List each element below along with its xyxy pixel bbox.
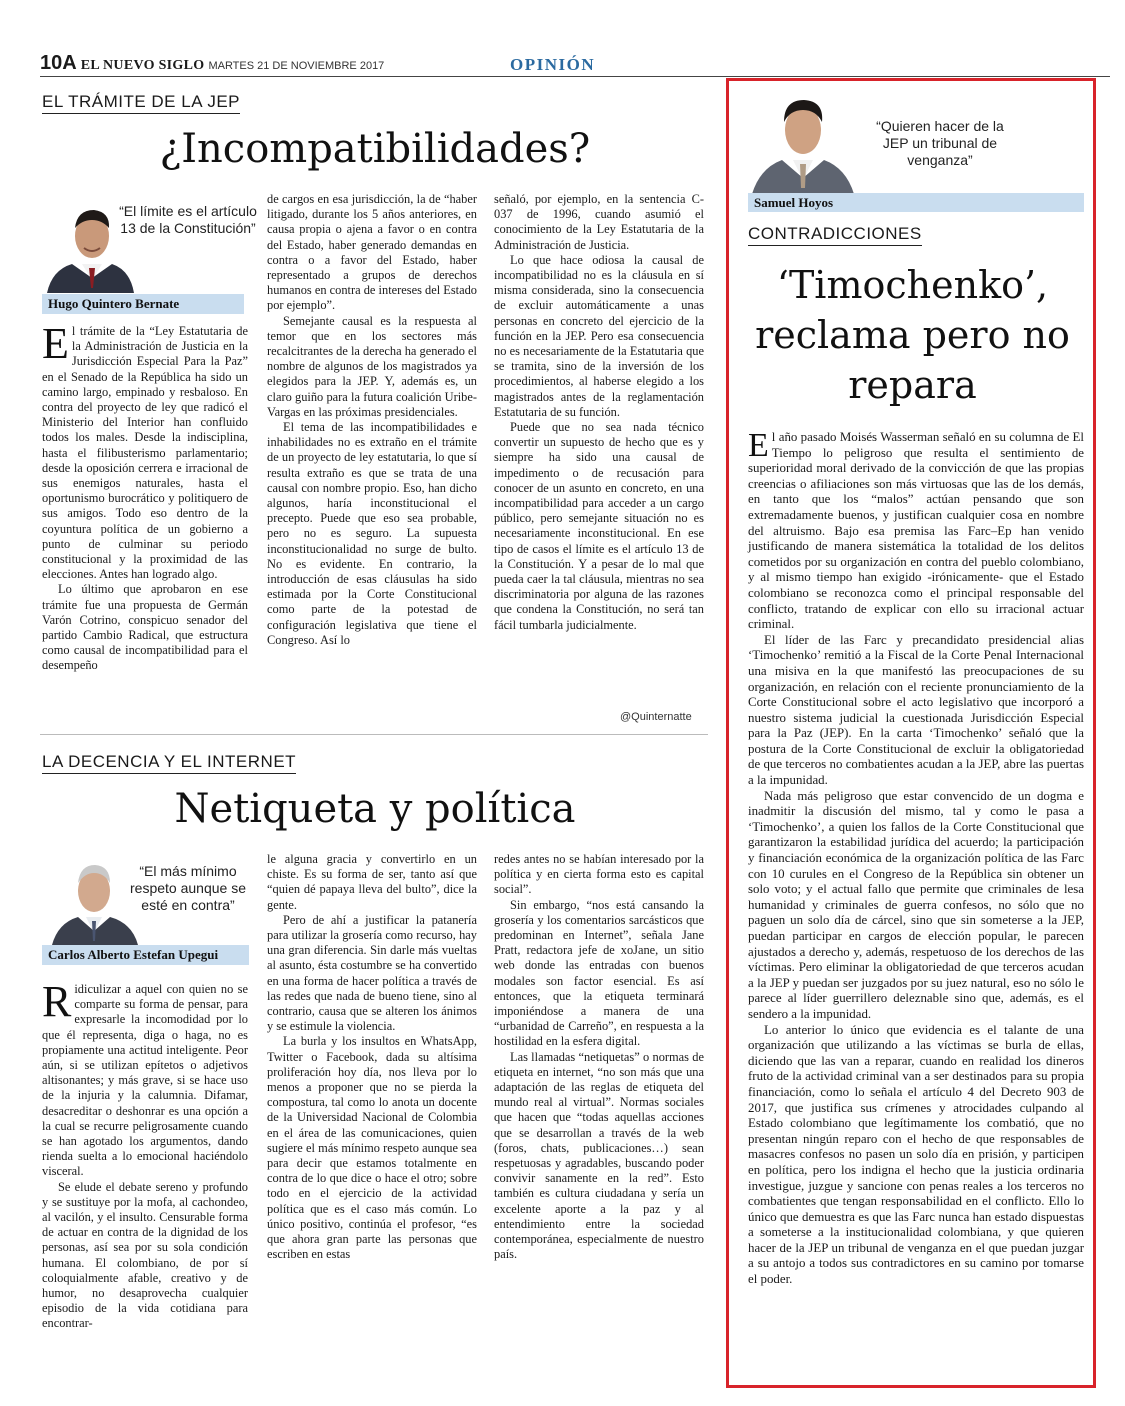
- article3-headline: [740, 260, 1085, 410]
- article2-author: Carlos Alberto Estefan Upegui: [42, 945, 249, 965]
- paragraph: idiculizar a aquel con quien no se comparte su forma de pensar, para expresarle la incomodidad por lo que él representa, diga o haga, no es propiamente una actitud inteligente. Peor aún, si se utilizan epítetos o adjetivos altisonantes; y más grave, si se hace uso de la injuria y la calumnia. Difamar, desacreditar o deshonrar es una opción a la cual se recurre peligrosamente cuando se han agotado los argumentos, dando rienda suelta a lo emocional haciéndolo visceral.: [42, 982, 248, 1179]
- article2-column-1: [42, 977, 248, 1332]
- newspaper-name: EL NUEVO SIGLO: [80, 58, 205, 73]
- article2-column-2: [267, 852, 477, 1262]
- page-number: 10A: [40, 52, 77, 74]
- article2-kicker: LA DECENCIA Y EL INTERNET: [42, 752, 296, 774]
- paragraph: Se elude el debate sereno y profundo y se sustituye por la mofa, al cachondeo, al vacilón, y el insulto. Censurable forma de actuar en contra de la dignidad de los personas, así sea por su sola condición humana. El colombiano, de por sí coloquialmente afable, creativo y de humor, no desaprovecha cualquier episodio de la vida cotidiana para encontrar-: [42, 1179, 248, 1331]
- article3-kicker: CONTRADICCIONES: [748, 224, 922, 246]
- article1-kicker: EL TRÁMITE DE LA JEP: [42, 92, 240, 114]
- page-info: [40, 52, 384, 75]
- headline-line: reclama pero no: [755, 313, 1070, 357]
- drop-cap: R: [42, 977, 72, 1026]
- article2-quote: “El más mínimo respeto aunque se esté en contra”: [130, 863, 246, 913]
- portrait-icon: [748, 88, 858, 194]
- paragraph: El tema de las incompatibilidades e inhabilidades no es extraño en el trámite de un proyecto de ley estatutaria, lo que sí resulta extraño es que se trata de una causal con nombre propio. Eso, han dicho algunos, haría inconstitucional el precepto. Puede que eso sea probable, pero no es seguro. La supuesta inconstitucionalidad no surge de bulto. No es evidente. En contrario, la introducción de esas cláusulas ha sido estimada por la Corte Constitucional como parte de la potestad de configuración legislativa que tiene el Congreso. Así lo: [267, 420, 477, 647]
- article1-column-3: [494, 192, 704, 633]
- article2-column-3: [494, 852, 704, 1262]
- paragraph: Puede que no sea nada técnico convertir un supuesto de hecho que es y siempre ha sido una causal de impedimento o de recusación para conocer de un asunto en concreto, en una incompatibilidad para acceder a un cargo público, pero semejante situación no es necesariamente inconstitucional. En ese tipo de casos el límite es el artículo 13 de la Constitución. Y a pesar de lo mal que pueda caer la tal cláusula, mientras no sea discriminatoria por alguna de las razones que condena la Constitución, no será tan fácil tumbarla judicialmente.: [494, 420, 704, 632]
- paragraph: señaló, por ejemplo, en la sentencia C-037 de 1996, cuando asumió el conocimiento de la Ley Estatutaria de la Administración de Justicia.: [494, 192, 704, 252]
- paragraph: Nada más peligroso que estar convencido de un dogma e inadmitir la discusión del mismo, tal y como le pasa a ‘Timochenko’, a quien los fallos de la Corte Constitucional que garantizaron la estabilidad jurídica del acuerdo; la participación y financiación económica de la organización política de las Farc con 10 curules en el Congreso de la República sin obtener un solo voto; y el actual fallo que permite que criminales de lesa humanidad y criminales de guerra confesos, no sólo que no paguen un solo día de cárcel, sino que sin someterse a la JEP, puedan participar en cargos de elección popular, le parecen ajustados a derecho y, además, respetuoso de los derechos de las víctimas. Pero eliminar la obligatoriedad de que terceros acudan a la JEP y puedan ser juzgados por su juez natural, eso no sólo le parece al líder guerrillero deleznable sino que, además, es el sendero a la impunidad.: [748, 788, 1084, 1021]
- paragraph: l trámite de la “Ley Estatutaria de la Administración de Justicia en la Jurisdicción Especial Para la Paz” en el Senado de la República ha sido un camino largo, empinado y resbaloso. En contra del proyecto de ley que radicó el Ministerio del Interior han confluido todos los males. Desde la indisciplina, hasta el filibusterismo parlamentario; desde la oposición cerrera e irracional de sus enemigos naturales, hasta el oportunismo burocrático y politiquero de sus amigos. Todo eso dentro de la coyuntura política de un gobierno a punto de culminar su periodo constitucional y la proximidad de las elecciones. Antes han logrado algo.: [42, 324, 248, 582]
- author-handle: @Quinternatte: [620, 711, 692, 723]
- article1-headline: ¿Incompatibilidades?: [159, 126, 591, 172]
- paragraph: le alguna gracia y convertirlo en un chiste. Es su forma de ser, tanto así que “quien dé papaya lleva del bulto”, dice la gente.: [267, 852, 477, 912]
- paragraph: de cargos en esa jurisdicción, la de “haber litigado, durante los 5 años anteriores, en causa propia o ajena a favor o en contra del Estado, haber generado demandas en contra o a favor del Estado, haber representado a grupos de derechos humanos en contra de intereses del Estado por ejemplo”.: [267, 192, 477, 313]
- paragraph: Semejante causal es la respuesta al temor que en los sectores más recalcitrantes de la derecha ha generado el nombre de algunos de los magistrados ya elegidos para la JEP. Y, además es, un claro guiño para la futura coalición Uribe-Vargas en las próximas presidenciales.: [267, 313, 477, 419]
- paragraph: Sin embargo, “nos está cansando la grosería y los comentarios sarcásticos que predominan en Internet”, señala Jane Pratt, redactora jefe de xoJane, un sitio web donde las entradas con buenos modales son factor esencial. Es así entonces, que la etiqueta terminará imponiéndose a manera de una “urbanidad de Carreño”, en respuesta a la hostilidad en la esfera digital.: [494, 897, 704, 1049]
- article3-quote: “Quieren hacer de la JEP un tribunal de venganza”: [876, 118, 1004, 168]
- headline-line: ‘Timochenko’,: [776, 263, 1049, 307]
- article1-author: Hugo Quintero Bernate: [42, 294, 244, 314]
- section-divider: [40, 734, 708, 735]
- article1-column-2: [267, 192, 477, 648]
- drop-cap: E: [748, 427, 769, 464]
- article1-quote: “El límite es el artículo 13 de la Constitución”: [119, 203, 257, 236]
- article2-headline: Netiqueta y política: [174, 786, 576, 832]
- paragraph: La burla y los insultos en WhatsApp, Twitter o Facebook, dada su altísima proliferación hoy día, nos lleva por lo menos a proponer que no se pierda la compostura, tal como lo anota un docente de la Universidad Nacional de Colombia en el área de las comunicaciones, quien sugiere el más mínimo respeto aunque sea para decir que estamos totalmente en contra de lo que dice o hace el otro; sobre todo en el ejercicio de la actividad política que es el caso más común. Lo único positivo, continúa el profesor, “es que ahora gran parte las personas que escriben en estas: [267, 1034, 477, 1262]
- drop-cap: E: [42, 319, 69, 368]
- paragraph: El líder de las Farc y precandidato presidencial alias ‘Timochenko’ remitió a la Fiscal de la Corte Penal Internacional una misiva en la que manifestó las preocupaciones de su organización, en relación con el reciente pronunciamiento de la Corte Constitucional sobre el acto legislativo que incorporó a nuestro sistema judicial la cuestionada Jurisdicción Especial para la Paz (JEP). En la carta ‘Timochenko’ señaló que la postura de la Corte Constitucional de excluir la obligatoriedad de que terceros no combatientes acudan a la JEP, abre las puertas a la impunidad.: [748, 632, 1084, 788]
- paragraph: Lo que hace odiosa la causal de incompatibilidad no es la cláusula en sí misma considerada, sino la consecuencia de excluir automáticamente a unas personas en concreto del ejercicio de la función en la JEP. Pero esa consecuencia no es necesariamente de la Estatutaria que se tramita, sino de la inversión de los procedimientos, al haberse elegido a los magistrados antes de la reglamentación Estatutaria de su función.: [494, 252, 704, 419]
- article3-body: [748, 427, 1084, 1288]
- issue-date: MARTES 21 DE NOVIEMBRE 2017: [208, 60, 385, 72]
- paragraph: Las llamadas “netiquetas” o normas de etiqueta en internet, “no son más que una adaptación de las reglas de etiqueta del mundo real al virtual”. Normas sociales que hacen que “todas aquellas acciones que se desarrollan a través de la web (foros, chats, publicaciones…) sean respetuosas y agradables, buscando poder convivir sanamente en la red”. Esto también es cultura ciudadana y sería un excelente aporte a la paz y al entendimiento entre la sociedad contemporánea, especialmente de nuestro país.: [494, 1049, 704, 1262]
- paragraph: l año pasado Moisés Wasserman señaló en su columna de El Tiempo lo peligroso que resulta el sentimiento de superioridad moral derivado de la convicción de que las propias creencias o afiliaciones son más virtuosas que las de los demás, en tanto que los “malos” actúan pensando que son extremadamente buenos, y justifican cualquier cosa en nombre del altruismo. Bajo esa premisa las Farc–Ep han venido justificando de manera sistemática la totalidad de los delitos cometidos por su organización en contra del pueblo colombiano, y al mismo tiempo han exigido -irónicamente- que el Estado colombiano se reconozca como el principal responsable del conflicto, tratando de explicar con ello su irracional actuar criminal.: [748, 430, 1084, 632]
- paragraph: Lo anterior lo único que evidencia es el talante de una organización que utilizando a las víctimas se burla de ellas, diciendo que las van a reparar, cuando en realidad los dineros fruto de la actividad criminal van a ser destinados para su propia financiación, como lo señala el artículo 4 del Decreto 903 de 2017, que justifica sus crímenes y atrocidades culpando al Estado colombiano que legítimamente los combatió, que no presentan ningún reparo con el hecho de que responsables de masacres confesos no pasen un solo día en prisión, y participen en política, pero los indigna el hecho que la justicia ordinaria investigue, juzgue y sancione con penas reales a los terceros no combatientes que tengan responsabilidad en el conflicto. Ello lo único que demuestra es que las Farc nunca han estado dispuestas a someterse a la institucionalidad colombiana, y que quieren hacer de la JEP un tribunal de venganza en el que puedan juzgar a su antojo a todos sus contradictores en su camino por tomarse el poder.: [748, 1022, 1084, 1287]
- paragraph: Lo último que aprobaron en ese trámite fue una propuesta de Germán Varón Cotrino, conspicuo senador del partido Cambio Radical, que estructura como causal de incompatibilidad para el desempeño: [42, 582, 248, 673]
- paragraph: redes antes no se habían interesado por la política y en cierta forma esto es capital social”.: [494, 852, 704, 897]
- headline-line: repara: [848, 363, 977, 407]
- paragraph: Pero de ahí a justificar la patanería para utilizar la grosería como recurso, hay una gran diferencia. Sin darle más vueltas al asunto, ésta costumbre se ha convertido en una forma de hacer política a través de las redes que nada de bueno tiene, sino al contrario, causa que se alteren los ánimos y se estimule la violencia.: [267, 912, 477, 1034]
- section-name: OPINIÓN: [510, 55, 596, 74]
- author-photo-samuel: [748, 88, 858, 194]
- article1-column-1: [42, 319, 248, 674]
- article3-author: Samuel Hoyos: [748, 193, 1084, 212]
